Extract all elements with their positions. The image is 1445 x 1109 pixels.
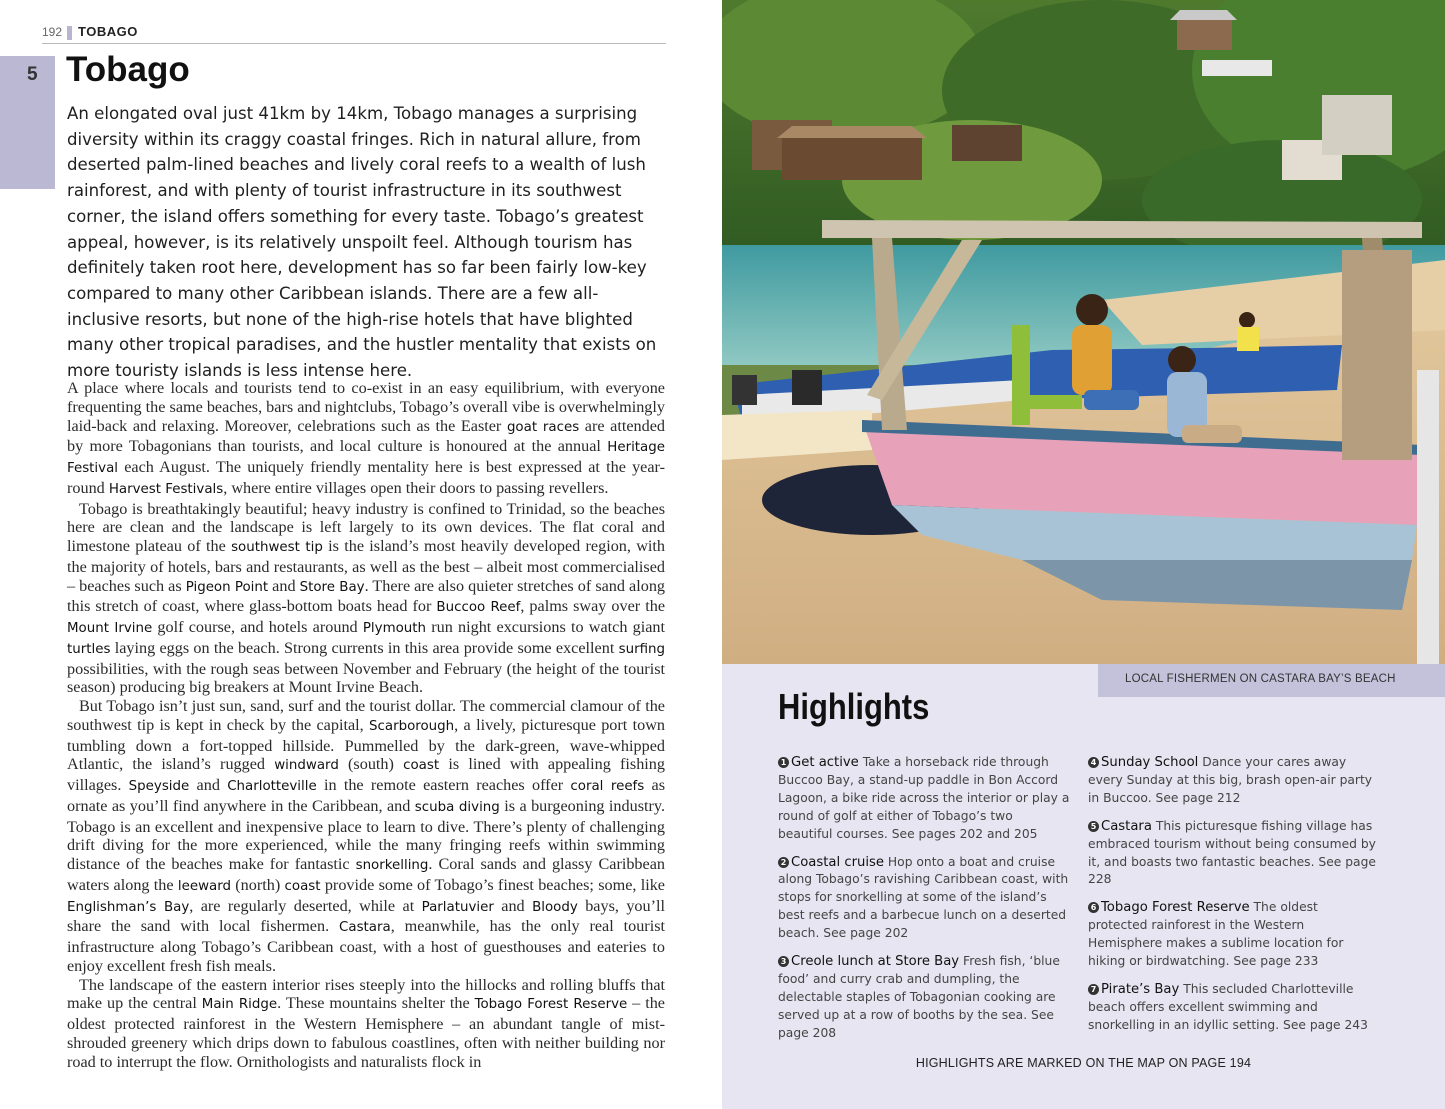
highlight-item	[778, 754, 1070, 844]
body-text-segment: is a burgeoning industry. Tobago is an excellent and inexpensive place to learn to dive. There’s plenty of challenging drift diving for the more experienced, while the many fringing reefs within swimming distance of the beaches make for fantastic	[67, 796, 665, 873]
highlights-map-note: HIGHLIGHTS ARE MARKED ON THE MAP ON PAGE 194	[915, 1056, 1252, 1070]
keyword: Charlotteville	[227, 779, 317, 794]
highlight-description: Fresh fish, ‘blue food’ and curry crab and dumpling, the delectable staples of Tobagonian cooking are served up at a row of booths by the sea. See page 208	[778, 954, 1060, 1040]
keyword: southwest tip	[231, 540, 323, 555]
body-paragraph	[67, 500, 665, 698]
highlight-name: Tobago Forest Reserve	[1101, 900, 1250, 916]
body-text-segment: laying eggs on the beach. Strong currents in this area provide some excellent	[110, 638, 619, 657]
body-paragraph	[67, 697, 665, 976]
highlight-name: Castara	[1101, 818, 1152, 834]
highlight-name: Pirate’s Bay	[1101, 981, 1180, 997]
highlight-name: Get active	[791, 755, 859, 770]
keyword: coast	[284, 878, 321, 894]
body-text-segment: provide some of Tobago’s finest beaches; some, like	[320, 875, 665, 894]
body-paragraph	[67, 379, 665, 500]
keyword: Scarborough	[369, 718, 455, 734]
keyword: Buccoo Reef	[436, 600, 521, 616]
highlight-number-badge: 6	[1088, 902, 1099, 913]
body-text-segment: , are regularly deserted, while at	[189, 896, 422, 915]
body-text-segment: But Tobago isn’t just sun, sand, surf and the tourist dollar. The commercial clamour of the southwest tip is kept in check by the capital,	[67, 697, 665, 734]
body-text-segment: . These mountains shelter the	[277, 994, 475, 1013]
keyword: coral reefs	[570, 779, 645, 794]
fishermen-boat-illustration	[722, 0, 1445, 664]
keyword: Bloody	[532, 899, 578, 915]
highlight-description: This secluded Charlotteville beach offers excellent swimming and snorkelling in an idyllic setting. See page 243	[1088, 981, 1368, 1032]
keyword: Pigeon Point	[185, 579, 269, 595]
highlights-title: Highlights	[778, 686, 930, 727]
body-paragraph	[67, 976, 665, 1072]
body-text-segment: possibilities, with the rough seas between November and February (the height of the tourist season) producing big breakers at Mount Irvine Beach.	[67, 659, 665, 697]
highlight-name: Sunday School	[1101, 755, 1199, 770]
keyword: scuba diving	[414, 799, 500, 815]
highlight-item	[1088, 818, 1380, 890]
body-text	[67, 379, 665, 1071]
body-text-segment: each August. The uniquely friendly mentality here is best expressed at the year-round	[67, 458, 665, 497]
body-text-segment: , a lively, picturesque port town tumbling down a fort-topped hillside. Pummelled by the dark-green, wave-whipped Atlantic, the island’s rugged	[67, 715, 666, 774]
right-page	[722, 0, 1445, 1109]
body-text-segment: and	[268, 576, 300, 595]
highlight-item	[778, 953, 1070, 1043]
body-text-segment: as ornate as you’ll find anywhere in the Caribbean, and	[67, 776, 665, 815]
highlights-column-1	[778, 754, 1070, 1053]
keyword: Harvest Festivals	[108, 481, 224, 497]
body-text-segment: (north)	[231, 875, 285, 894]
keyword: Heritage Festival	[67, 440, 665, 476]
highlight-description: Hop onto a boat and cruise along Tobago’s ravishing Caribbean coast, with stops for snorkelling at some of the island’s best reefs and a barbecue lunch on a deserted beach. See page 202	[778, 854, 1069, 941]
body-text-segment: A place where locals and tourists tend to co-exist in an easy equilibrium, with everyone frequenting the same beaches, bars and nightclubs, Tobago’s overall vibe is overwhelmingly laid-back and relaxing. Moreover, celebrations such as the Easter	[67, 379, 665, 435]
body-text-segment: and	[189, 776, 228, 794]
body-text-segment: The landscape of the eastern interior rises steeply into the hillocks and rolling bluffs that make up the central	[67, 975, 665, 1013]
running-head	[42, 24, 666, 44]
body-text-segment: – the oldest protected rainforest in the Western Hemisphere – an abundant tangle of mist-shrouded greenery which drips down to fabulous coastlines, often with neither building nor road to interrupt the flow. Ornithologists and naturalists flock in	[67, 994, 665, 1071]
keyword: surfing	[618, 641, 665, 657]
keyword: leeward	[177, 878, 231, 894]
body-text-segment: , where entire villages open their doors to passing revellers.	[223, 478, 609, 497]
highlight-number-badge: 1	[778, 757, 789, 768]
body-text-segment: , palms sway over the	[520, 597, 665, 616]
highlight-number-badge: 2	[778, 857, 789, 868]
highlight-name: Creole lunch at Store Bay	[791, 954, 960, 970]
body-text-segment: . Coral sands and glassy Caribbean waters along the	[67, 855, 665, 894]
body-text-segment: (south)	[338, 755, 404, 774]
keyword: Main Ridge	[201, 997, 278, 1013]
keyword: windward	[274, 758, 339, 774]
highlights-column-2	[1088, 754, 1380, 1045]
body-text-segment: , meanwhile, has the only real tourist infrastructure along Tobago’s Caribbean coast, with a host of guesthouses and eateries to enjoy excellent fresh fish meals.	[67, 917, 665, 975]
intro-paragraph: An elongated oval just 41km by 14km, Tobago manages a surprising diversity within its craggy coastal fringes. Rich in natural allure, from deserted palm-lined beaches and lively coral reefs to a wealth of lush rainforest, and with plenty of tourist infrastructure in its southwest corner, the island offers something for every taste. Tobago’s greatest appeal, however, is its relatively unspoilt feel. Although tourism has definitely taken root here, development has so far been fairly low-key compared to many other Caribbean islands. There are a few all-inclusive resorts, but none of the high-rise hotels that have blighted many other tropical paradises, and the hustler mentality that exists on more touristy islands is less intense here.	[67, 104, 657, 381]
keyword: Englishman’s Bay	[67, 899, 190, 915]
highlight-item	[1088, 899, 1380, 971]
keyword: Mount Irvine	[67, 621, 153, 636]
body-text-segment: run night excursions to watch giant	[426, 618, 665, 636]
keyword: Speyside	[128, 779, 190, 794]
body-text-segment: is the island’s most heavily developed region, with the majority of hotels, bars and restaurants, as well as the best – albeit most commercialised – beaches such as	[67, 537, 665, 595]
keyword: Plymouth	[362, 621, 427, 636]
running-head-title: TOBAGO	[78, 24, 138, 39]
page-title: Tobago	[66, 50, 190, 89]
keyword: Parlatuvier	[421, 899, 494, 915]
highlight-number-badge: 5	[1088, 821, 1099, 832]
highlight-number-badge: 3	[778, 956, 789, 967]
keyword: Store Bay	[299, 579, 365, 595]
keyword: turtles	[67, 641, 111, 657]
highlight-name: Coastal cruise	[791, 854, 885, 870]
highlight-description: Dance your cares away every Sunday at this big, brash open-air party in Buccoo. See page 212	[1088, 755, 1373, 805]
photo-caption-box	[1098, 664, 1445, 697]
keyword: Castara	[339, 920, 391, 936]
body-text-segment: are attended by more Tobagonians than tourists, and local culture is honoured at the annual	[67, 416, 666, 456]
body-text-segment: is lined with appealing fishing villages.	[67, 755, 665, 794]
body-text-segment: in the remote eastern reaches offer	[316, 776, 571, 794]
highlight-description: This picturesque fishing village has embraced tourism without being consumed by it, and boasts two fantastic beaches. See page 228	[1088, 818, 1376, 887]
page-number: 192	[42, 25, 63, 39]
highlight-description: The oldest protected rainforest in the Western Hemisphere makes a sublime location for hiking or birdwatching. See page 233	[1088, 900, 1344, 969]
body-text-segment: bays, you’ll share the sand with local fishermen.	[67, 896, 665, 936]
highlight-item	[778, 854, 1070, 944]
left-page	[0, 0, 722, 1109]
keyword: snorkelling	[355, 858, 429, 873]
photo-caption: LOCAL FISHERMEN ON CASTARA BAY’S BEACH	[1125, 673, 1396, 685]
beach-photo	[722, 0, 1445, 664]
running-head-bar	[67, 26, 72, 40]
chapter-tab	[0, 56, 55, 189]
body-text-segment: and	[493, 896, 533, 915]
keyword: goat races	[506, 419, 580, 435]
highlight-number-badge: 7	[1088, 984, 1099, 995]
keyword: coast	[403, 758, 440, 774]
body-text-segment: golf course, and hotels around	[152, 618, 363, 636]
chapter-number: 5	[27, 64, 38, 85]
body-text-segment: Tobago is breathtakingly beautiful; heavy industry is confined to Trinidad, so the beaches here are clean and the landscape is left largely to its own devices. The flat coral and limestone plateau of the	[67, 499, 665, 555]
highlight-item	[1088, 981, 1380, 1035]
keyword: Tobago Forest Reserve	[474, 997, 628, 1013]
highlight-description: Take a horseback ride through Buccoo Bay, a stand-up paddle in Bon Accord Lagoon, a bike ride across the interior or play a round of golf at either of Tobago’s two beautiful courses. See pages 202 and 205	[778, 755, 1070, 841]
body-text-segment: . There are also quieter stretches of sand along this stretch of coast, where glass-bottom boats head for	[67, 576, 666, 616]
highlight-item	[1088, 754, 1380, 808]
highlight-number-badge: 4	[1088, 757, 1099, 768]
